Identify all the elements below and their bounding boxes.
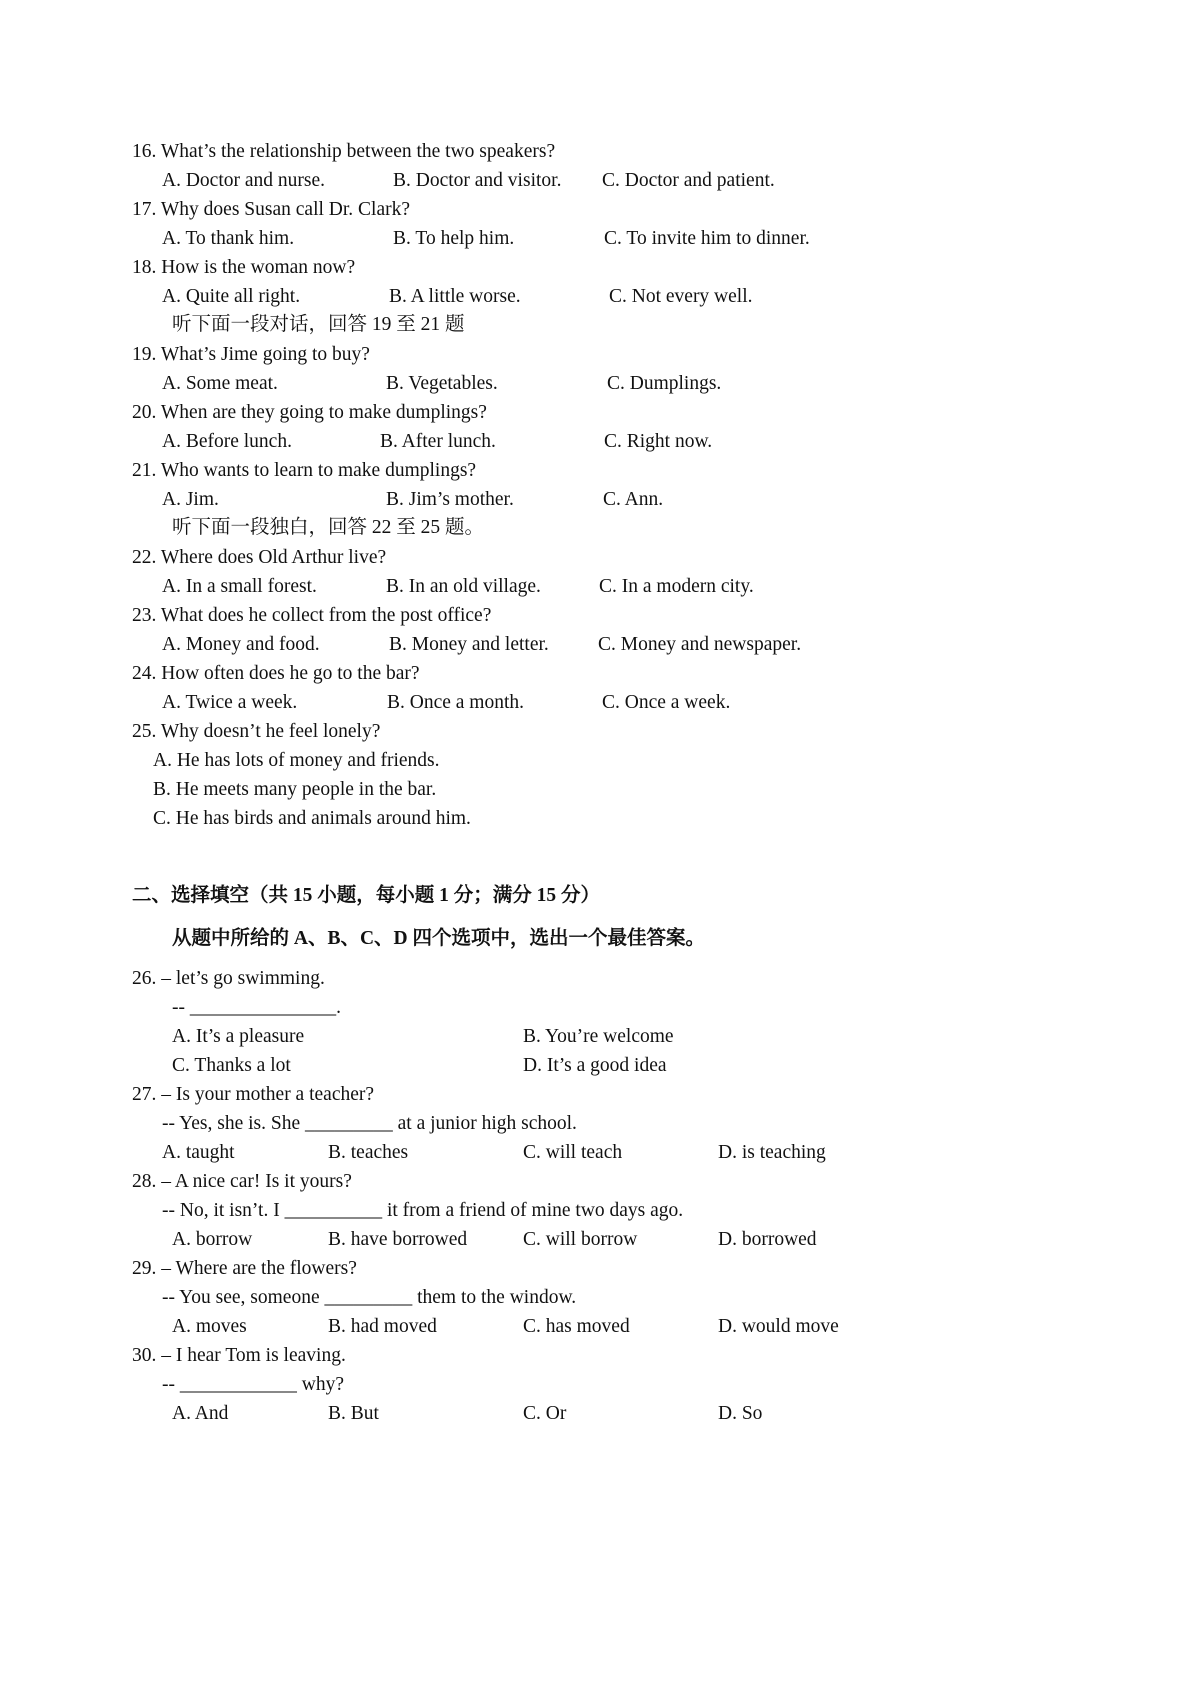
q18-option-c: C. Not every well. — [609, 286, 753, 307]
q20-option-a: A. Before lunch. — [162, 431, 292, 452]
q21-option-c: C. Ann. — [603, 489, 664, 510]
q21-option-b: B. Jim’s mother. — [386, 489, 514, 510]
q27-option-c: C. will teach — [523, 1142, 623, 1163]
q27-option-a: A. taught — [162, 1142, 235, 1163]
q27-option-d: D. is teaching — [718, 1142, 826, 1163]
q30-option-c: C. Or — [523, 1403, 567, 1424]
q28-option-b: B. have borrowed — [328, 1229, 468, 1250]
q22-option-b: B. In an old village. — [386, 576, 541, 597]
q24-option-c: C. Once a week. — [602, 692, 731, 713]
q16-option-c: C. Doctor and patient. — [602, 170, 775, 191]
q25-option-a: A. He has lots of money and friends. — [153, 750, 440, 771]
q30-option-a: A. And — [172, 1403, 229, 1424]
q28-reply: -- No, it isn’t. I __________ it from a friend of mine two days ago. — [162, 1200, 684, 1221]
q26-option-b: B. You’re welcome — [523, 1026, 674, 1047]
q23-option-b: B. Money and letter. — [389, 634, 549, 655]
q26-option-d: D. It’s a good idea — [523, 1055, 667, 1076]
q16-option-a: A. Doctor and nurse. — [162, 170, 325, 191]
question-26: 26. – let’s go swimming. — [132, 968, 325, 989]
q20-option-c: C. Right now. — [604, 431, 713, 452]
q26-option-a: A. It’s a pleasure — [172, 1026, 305, 1047]
q18-option-a: A. Quite all right. — [162, 286, 301, 307]
q19-option-c: C. Dumplings. — [607, 373, 722, 394]
q30-option-d: D. So — [718, 1403, 763, 1424]
q22-option-c: C. In a modern city. — [599, 576, 754, 597]
instruction-19-21: 听下面一段对话，回答 19 至 21 题 — [172, 314, 465, 335]
section2-instruction: 从题中所给的 A、B、C、D 四个选项中，选出一个最佳答案。 — [172, 928, 706, 949]
question-29: 29. – Where are the flowers? — [132, 1258, 357, 1279]
q28-option-c: C. will borrow — [523, 1229, 638, 1250]
q22-option-a: A. In a small forest. — [162, 576, 317, 597]
question-24: 24. How often does he go to the bar? — [132, 663, 420, 684]
q28-option-d: D. borrowed — [718, 1229, 817, 1250]
q25-option-b: B. He meets many people in the bar. — [153, 779, 437, 800]
q30-option-b: B. But — [328, 1403, 379, 1424]
q28-option-a: A. borrow — [172, 1229, 253, 1250]
section2-title: 二、选择填空（共 15 小题，每小题 1 分；满分 15 分） — [132, 885, 601, 906]
q24-option-b: B. Once a month. — [387, 692, 525, 713]
q30-reply: -- ____________ why? — [162, 1374, 344, 1395]
q29-reply: -- You see, someone _________ them to the window. — [162, 1287, 577, 1308]
question-28: 28. – A nice car! Is it yours? — [132, 1171, 352, 1192]
q19-option-a: A. Some meat. — [162, 373, 278, 394]
question-19: 19. What’s Jime going to buy? — [132, 344, 370, 365]
question-22: 22. Where does Old Arthur live? — [132, 547, 387, 568]
question-16: 16. What’s the relationship between the two speakers? — [132, 141, 556, 162]
q23-option-c: C. Money and newspaper. — [598, 634, 802, 655]
question-20: 20. When are they going to make dumplings? — [132, 402, 487, 423]
q29-option-b: B. had moved — [328, 1316, 437, 1337]
question-17: 17. Why does Susan call Dr. Clark? — [132, 199, 411, 220]
q20-option-b: B. After lunch. — [380, 431, 496, 452]
q27-reply: -- Yes, she is. She _________ at a junior high school. — [162, 1113, 577, 1134]
q25-option-c: C. He has birds and animals around him. — [153, 808, 471, 829]
q19-option-b: B. Vegetables. — [386, 373, 498, 394]
question-21: 21. Who wants to learn to make dumplings? — [132, 460, 477, 481]
q29-option-d: D. would move — [718, 1316, 839, 1337]
q26-option-c: C. Thanks a lot — [172, 1055, 291, 1076]
question-18: 18. How is the woman now? — [132, 257, 356, 278]
q26-reply: -- _______________. — [172, 997, 341, 1018]
question-27: 27. – Is your mother a teacher? — [132, 1084, 375, 1105]
question-23: 23. What does he collect from the post office? — [132, 605, 492, 626]
q27-option-b: B. teaches — [328, 1142, 409, 1163]
q16-option-b: B. Doctor and visitor. — [393, 170, 562, 191]
q23-option-a: A. Money and food. — [162, 634, 320, 655]
q18-option-b: B. A little worse. — [389, 286, 521, 307]
question-30: 30. – I hear Tom is leaving. — [132, 1345, 346, 1366]
q17-option-c: C. To invite him to dinner. — [604, 228, 810, 249]
instruction-22-25: 听下面一段独白，回答 22 至 25 题。 — [172, 517, 485, 538]
q17-option-b: B. To help him. — [393, 228, 515, 249]
q21-option-a: A. Jim. — [162, 489, 219, 510]
question-25: 25. Why doesn’t he feel lonely? — [132, 721, 381, 742]
q17-option-a: A. To thank him. — [162, 228, 295, 249]
q24-option-a: A. Twice a week. — [162, 692, 298, 713]
q29-option-c: C. has moved — [523, 1316, 630, 1337]
q29-option-a: A. moves — [172, 1316, 247, 1337]
